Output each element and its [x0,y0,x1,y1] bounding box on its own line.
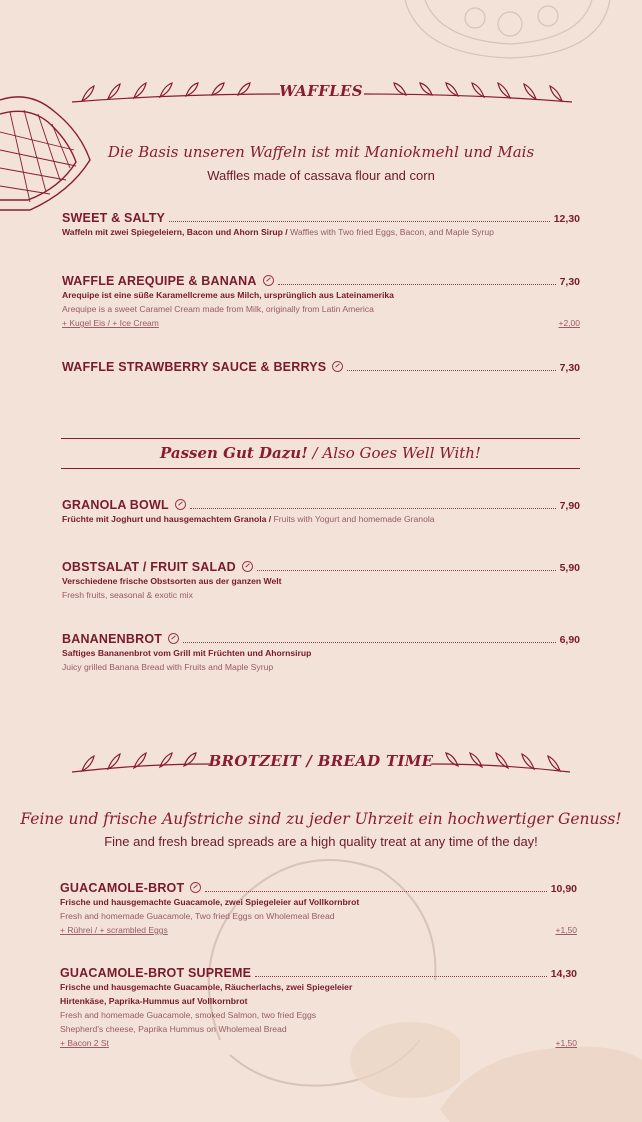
item-desc-en: Fresh and homemade Guacamole, smoked Salmon, two fried Eggs [60,1010,317,1020]
item-desc-en: Fresh fruits, seasonal & exotic mix [62,590,193,600]
goes-well-title-de: Passen Gut Dazu! [160,444,308,462]
dot-leader [347,370,555,371]
item-desc-de: Hirtenkäse, Paprika-Hummus auf Vollkornbrot [60,996,248,1006]
item-desc-de: Waffeln mit zwei Spiegeleiern, Bacon und Ahorn Sirup [62,227,283,237]
item-desc-en: Shepherd's cheese, Paprika Hummus on Wholemeal Bread [60,1024,287,1034]
dot-leader [255,976,547,977]
brotzeit-subtitle-en: Fine and fresh bread spreads are a high quality treat at any time of the day! [104,834,538,849]
extra-label: + Rührei / + scrambled Eggs [60,925,168,935]
item-price: 10,90 [550,883,577,895]
item-price: 12,30 [553,213,580,225]
item-desc-en: Waffles with Two fried Eggs, Bacon, and Maple Syrup [290,227,494,237]
section-title-brotzeit: BROTZEIT / BREAD TIME [208,752,434,770]
item-price: 14,30 [550,968,577,980]
item-price: 6,90 [559,634,580,646]
item-price: 5,90 [559,562,580,574]
vegan-icon [242,561,253,572]
vine-right-icon [364,82,572,106]
vegetarian-icon [263,275,274,286]
vegetarian-icon [332,361,343,372]
extra-price: +1,50 [555,1038,577,1048]
item-name: OBSTSALAT / FRUIT SALAD [62,560,236,574]
item-desc-en: Arequipe is a sweet Caramel Cream made from Milk, originally from Latin America [62,304,374,314]
item-desc-en: Fresh and homemade Guacamole, Two fried Eggs on Wholemeal Bread [60,911,335,921]
menu-item [62,560,580,602]
dot-leader [190,508,556,509]
menu-item [60,881,577,937]
item-desc-de: Arequipe ist eine süße Karamellcreme aus Milch, ursprünglich aus Lateinamerika [62,290,394,300]
dot-leader [205,891,546,892]
menu-item [60,966,577,1050]
section-title-goes-well [61,444,580,463]
item-desc-en: Juicy grilled Banana Bread with Fruits and Maple Syrup [62,662,274,672]
item-desc-de: Frische und hausgemachte Guacamole, Räucherlachs, zwei Spiegeleier [60,982,353,992]
item-price: 7,30 [559,276,580,288]
item-name: WAFFLE STRAWBERRY SAUCE & BERRYS [62,360,327,374]
dot-leader [183,642,555,643]
item-extra [60,1036,577,1050]
extra-label: + Kugel Eis / + Ice Cream [62,318,159,328]
plate-illustration [400,0,615,62]
divider [61,468,580,469]
dot-leader [278,284,556,285]
item-name: GUACAMOLE-BROT [60,881,185,895]
divider [61,438,580,439]
item-price: 7,90 [559,500,580,512]
menu-item [62,360,580,374]
extra-label: + Bacon 2 St [60,1038,109,1048]
menu-item [62,632,580,674]
item-extra [60,923,577,937]
dot-leader [257,570,556,571]
menu-item [62,211,580,239]
vegetarian-icon [168,633,179,644]
extra-price: +2,00 [558,318,580,328]
desc-separator: / [266,514,274,524]
item-desc-de: Früchte mit Joghurt und hausgemachtem Granola [62,514,267,524]
goes-well-title-en: / Also Goes Well With! [307,444,481,462]
item-extra [62,316,580,330]
vine-right-icon [432,752,570,776]
item-price: 7,30 [559,362,580,374]
item-desc-de: Saftiges Bananenbrot vom Grill mit Früchten und Ahornsirup [62,648,312,658]
desc-separator: / [282,227,291,237]
item-name: BANANENBROT [62,632,163,646]
item-name: GUACAMOLE-BROT SUPREME [60,966,252,980]
item-desc-de: Verschiedene frische Obstsorten aus der ganzen Welt [62,576,282,586]
dot-leader [169,221,550,222]
item-name: WAFFLE AREQUIPE & BANANA [62,274,257,288]
extra-price: +1,50 [555,925,577,935]
section-title-waffles: WAFFLES [279,82,363,100]
item-name: GRANOLA BOWL [62,498,169,512]
menu-item [62,274,580,330]
menu-item [62,498,580,526]
waffles-subtitle-de: Die Basis unseren Waffeln ist mit Maniokmehl und Mais [107,143,535,161]
item-name: SWEET & SALTY [62,211,166,225]
vegetarian-icon [175,499,186,510]
item-desc-en: Fruits with Yogurt and homemade Granola [273,514,435,524]
brotzeit-subtitle-de: Feine und frische Aufstriche sind zu jeder Uhrzeit ein hochwertiger Genuss! [20,810,622,828]
item-desc-de: Frische und hausgemachte Guacamole, zwei Spiegeleier auf Vollkornbrot [60,897,360,907]
vegetarian-icon [190,882,201,893]
waffles-subtitle-en: Waffles made of cassava flour and corn [207,168,435,183]
